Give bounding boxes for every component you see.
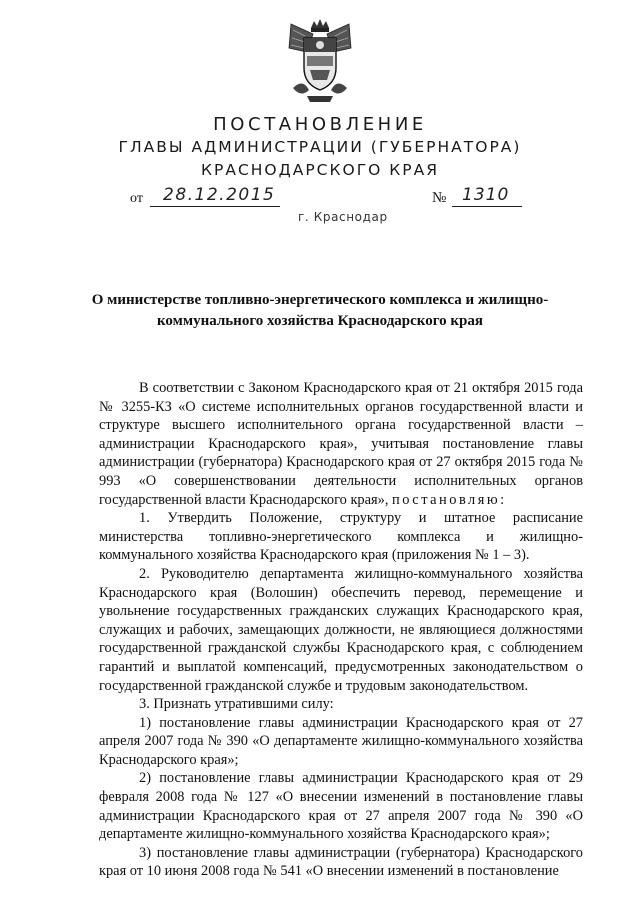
paragraph-subitem-3: 3) постановление главы администрации (губернатора) Краснодарского края от 10 июня 2008 года № 541 «О внесении изменений в постановление bbox=[99, 844, 583, 880]
preamble-text: В соответствии с Законом Краснодарского края от 21 октября 2015 года № 3255-КЗ «О системе исполнительных органов государственной власти и структуре высшего исполнительного органа государственной власти – администрации Краснодарского края», учитывая постановление главы администрации (губернатора) Краснодарского края от 27 октября 2015 года № 993 «О совершенствовании деятельности исполнительных органов государственной власти Краснодарского края», bbox=[99, 380, 583, 508]
document-body bbox=[99, 379, 583, 881]
paragraph-preamble bbox=[99, 379, 583, 509]
issuer-heading-line2: КРАСНОДАРСКОГО КРАЯ bbox=[200, 161, 440, 179]
handwritten-date: 28.12.2015 bbox=[163, 185, 276, 205]
date-label: от bbox=[130, 191, 143, 206]
krasnodar-krai-coat-of-arms-icon bbox=[283, 18, 357, 104]
number-label: № bbox=[432, 190, 447, 206]
paragraph-item-3: 3. Признать утратившими силу: bbox=[139, 696, 334, 713]
handwritten-number: 1310 bbox=[462, 185, 510, 205]
paragraph-subitem-2: 2) постановление главы администрации Краснодарского края от 29 февраля 2008 года № 127 «О внесении изменений в постановление главы администрации Краснодарского края от 27 апреля 2007 года № 390 «О департаменте жилищно-коммунального хозяйства Краснодарского края»; bbox=[99, 770, 583, 843]
number-underline bbox=[452, 206, 522, 207]
document-type-heading: ПОСТАНОВЛЕНИЕ bbox=[213, 114, 427, 135]
paragraph-item-2: 2. Руководителю департамента жилищно-коммунального хозяйства Краснодарского края (Волошин) обеспечить перевод, перемещение и увольнение государственных гражданских служащих Краснодарского края, служащих и рабочих, замещающих должности, не являющиеся должностями государственной гражданской службы Краснодарского края, с соблюдением гарантий и выплатой компенсаций, предусмотренных законодательством о государственной гражданской службе и трудовым законодательством. bbox=[99, 565, 583, 694]
paragraph-subitem-1: 1) постановление главы администрации Краснодарского края от 27 апреля 2007 года № 390 «О департаменте жилищно-коммунального хозяйства Краснодарского края»; bbox=[99, 714, 583, 768]
document-title: О министерстве топливно-энергетического комплекса и жилищно-коммунального хозяйства Краснодарского края bbox=[91, 292, 549, 329]
paragraph-item-1: 1. Утвердить Положение, структуру и штатное расписание министерства топливно-энергетического комплекса и жилищно-коммунального хозяйства Краснодарского края (приложения № 1 – 3). bbox=[99, 510, 583, 564]
city-label: г. Краснодар bbox=[298, 210, 388, 224]
decree-word: постановляю: bbox=[392, 491, 507, 508]
date-underline bbox=[150, 206, 280, 207]
issuer-heading-line1: ГЛАВЫ АДМИНИСТРАЦИИ (ГУБЕРНАТОРА) bbox=[118, 138, 522, 156]
